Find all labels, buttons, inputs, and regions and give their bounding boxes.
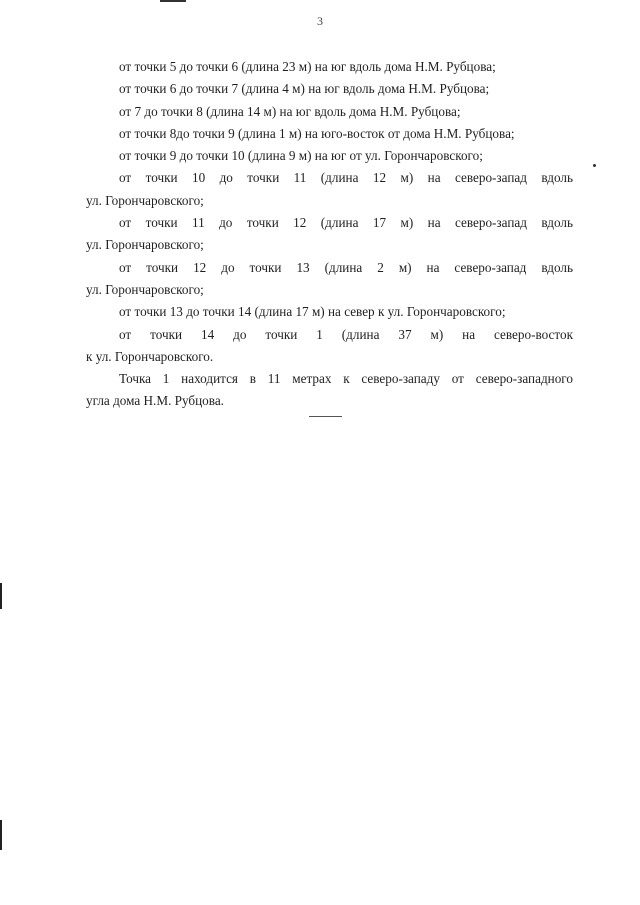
document-body <box>86 56 573 413</box>
paragraph-line: от точки 12 до точки 13 (длина 2 м) на северо-запад вдоль <box>119 259 573 275</box>
boundary-line: от точки 5 до точки 6 (длина 23 м) на юг вдоль дома Н.М. Рубцова; <box>119 59 496 74</box>
boundary-line: от точки 9 до точки 10 (длина 9 м) на юг от ул. Горончаровского; <box>119 148 483 164</box>
boundary-paragraph <box>86 167 573 212</box>
scan-mark-top <box>160 0 186 2</box>
boundary-line: от точки 13 до точки 14 (длина 17 м) на север к ул. Горончаровского; <box>119 304 506 320</box>
note-paragraph <box>86 368 573 413</box>
boundary-line: от 7 до точки 8 (длина 14 м) на юг вдоль дома Н.М. Рубцова; <box>119 103 461 119</box>
paragraph-line: от точки 11 до точки 12 (длина 17 м) на северо-запад вдоль <box>119 215 573 231</box>
paragraph-line: к ул. Горончаровского. <box>86 348 214 364</box>
end-divider <box>309 416 342 417</box>
paragraph-line: от точки 14 до точки 1 (длина 37 м) на северо-восток <box>119 326 573 342</box>
paragraph-line: ул. Горончаровского; <box>86 192 204 208</box>
page-number: 3 <box>317 14 323 28</box>
scan-dot <box>593 164 596 167</box>
boundary-paragraph <box>86 212 573 257</box>
paragraph-line: от точки 10 до точки 11 (длина 12 м) на северо-запад вдоль <box>119 170 573 186</box>
boundary-paragraph <box>86 257 573 302</box>
paragraph-line: угла дома Н.М. Рубцова. <box>86 393 224 409</box>
paragraph-line: Точка 1 находится в 11 метрах к северо-западу от северо-западного <box>119 371 573 387</box>
paragraph-line: ул. Горончаровского; <box>86 281 204 297</box>
boundary-paragraph <box>86 324 573 369</box>
scan-edge-mark <box>0 583 2 609</box>
paragraph-line: ул. Горончаровского; <box>86 237 204 253</box>
scan-edge-mark <box>0 820 2 850</box>
boundary-line: от точки 8до точки 9 (длина 1 м) на юго-восток от дома Н.М. Рубцова; <box>119 125 515 141</box>
boundary-line: от точки 6 до точки 7 (длина 4 м) на юг вдоль дома Н.М. Рубцова; <box>119 81 490 97</box>
